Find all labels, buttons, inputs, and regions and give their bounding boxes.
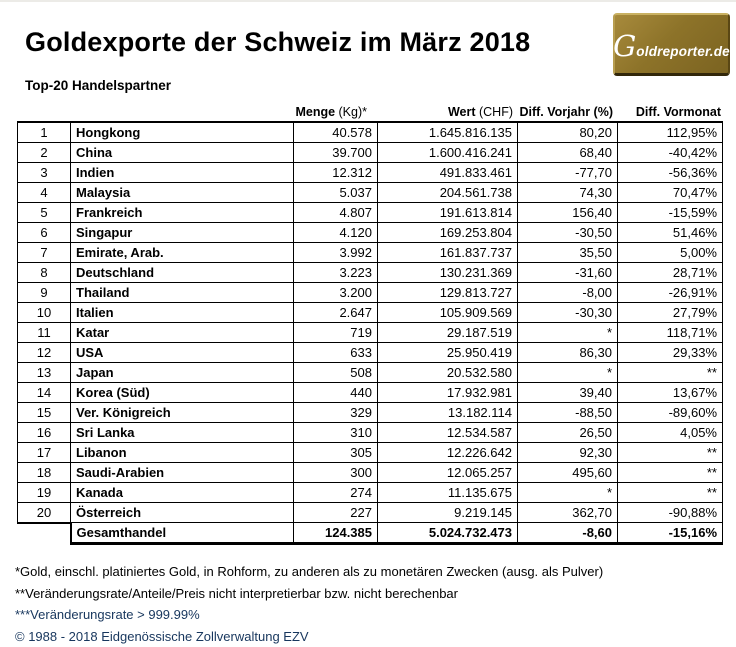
rank-cell: 12 <box>18 342 71 362</box>
vorjahr-cell: -8,00 <box>518 282 618 302</box>
rank-cell: 9 <box>18 282 71 302</box>
page-title: Goldexporte der Schweiz im März 2018 <box>25 27 531 57</box>
menge-cell: 4.120 <box>294 222 378 242</box>
vormonat-cell: 29,33% <box>618 342 723 362</box>
total-menge-cell: 124.385 <box>294 523 378 544</box>
country-cell: Ver. Königreich <box>71 402 294 422</box>
vormonat-cell: 28,71% <box>618 262 723 282</box>
table-row <box>18 242 723 262</box>
country-cell: Malaysia <box>71 182 294 202</box>
menge-cell: 274 <box>294 482 378 502</box>
wert-cell: 25.950.419 <box>378 342 518 362</box>
country-cell: Saudi-Arabien <box>71 462 294 482</box>
vorjahr-cell: -31,60 <box>518 262 618 282</box>
menge-cell: 3.223 <box>294 262 378 282</box>
wert-cell: 12.534.587 <box>378 422 518 442</box>
rank-cell: 17 <box>18 442 71 462</box>
vorjahr-cell: 74,30 <box>518 182 618 202</box>
total-label-cell: Gesamthandel <box>71 523 294 544</box>
table-row <box>18 202 723 222</box>
menge-cell: 12.312 <box>294 162 378 182</box>
vormonat-cell: -15,59% <box>618 202 723 222</box>
country-cell: Frankreich <box>71 202 294 222</box>
table-row <box>18 302 723 322</box>
column-header-diff-vorjahr: Diff. Vorjahr (%) <box>519 104 613 119</box>
rank-cell: 13 <box>18 362 71 382</box>
vorjahr-cell: -88,50 <box>518 402 618 422</box>
vorjahr-cell: 362,70 <box>518 502 618 523</box>
footnote: *Gold, einschl. platiniertes Gold, in Rohform, zu anderen als zu monetären Zwecken (ausg. als Pulver) <box>15 564 604 580</box>
menge-cell: 40.578 <box>294 122 378 143</box>
country-cell: Korea (Süd) <box>71 382 294 402</box>
total-wert-cell: 5.024.732.473 <box>378 523 518 544</box>
vormonat-cell: 13,67% <box>618 382 723 402</box>
country-cell: Katar <box>71 322 294 342</box>
column-header-wert: Wert (CHF) <box>447 104 513 119</box>
country-cell: Österreich <box>71 502 294 523</box>
vorjahr-cell: 495,60 <box>518 462 618 482</box>
menge-cell: 300 <box>294 462 378 482</box>
wert-cell: 20.532.580 <box>378 362 518 382</box>
country-cell: Emirate, Arab. <box>71 242 294 262</box>
vormonat-cell: -56,36% <box>618 162 723 182</box>
vormonat-cell: 4,05% <box>618 422 723 442</box>
table-row <box>18 342 723 362</box>
vormonat-cell: -26,91% <box>618 282 723 302</box>
wert-cell: 17.932.981 <box>378 382 518 402</box>
total-row <box>18 523 723 544</box>
subtitle: Top-20 Handelspartner <box>25 77 172 93</box>
wert-cell: 191.613.814 <box>378 202 518 222</box>
vorjahr-cell: 26,50 <box>518 422 618 442</box>
partners-table <box>17 121 723 546</box>
rank-cell: 14 <box>18 382 71 402</box>
country-cell: Kanada <box>71 482 294 502</box>
rank-cell: 11 <box>18 322 71 342</box>
rank-cell: 16 <box>18 422 71 442</box>
table-row <box>18 442 723 462</box>
country-cell: Sri Lanka <box>71 422 294 442</box>
table-row <box>18 322 723 342</box>
menge-cell: 2.647 <box>294 302 378 322</box>
vorjahr-cell: -30,50 <box>518 222 618 242</box>
goldreporter-logo <box>613 13 730 76</box>
wert-cell: 169.253.804 <box>378 222 518 242</box>
vormonat-cell: 70,47% <box>618 182 723 202</box>
wert-cell: 129.813.727 <box>378 282 518 302</box>
column-header-menge: Menge (Kg)* <box>295 104 367 119</box>
country-cell: USA <box>71 342 294 362</box>
footnote: © 1988 - 2018 Eidgenössische Zollverwaltung EZV <box>15 628 309 644</box>
table-row <box>18 422 723 442</box>
table-row <box>18 142 723 162</box>
wert-cell: 491.833.461 <box>378 162 518 182</box>
menge-cell: 633 <box>294 342 378 362</box>
menge-cell: 3.200 <box>294 282 378 302</box>
table-row <box>18 462 723 482</box>
country-cell: Japan <box>71 362 294 382</box>
wert-cell: 204.561.738 <box>378 182 518 202</box>
footnote: ***Veränderungsrate > 999.99% <box>15 607 200 623</box>
rank-cell: 15 <box>18 402 71 422</box>
rank-cell: 8 <box>18 262 71 282</box>
rank-cell: 3 <box>18 162 71 182</box>
rank-cell: 19 <box>18 482 71 502</box>
vormonat-cell: 118,71% <box>618 322 723 342</box>
rank-cell: 20 <box>18 502 71 523</box>
wert-cell: 1.645.816.135 <box>378 122 518 143</box>
table-row <box>18 262 723 282</box>
logo-initial: G <box>613 29 637 63</box>
table-row <box>18 382 723 402</box>
table-row <box>18 182 723 202</box>
vormonat-cell: 5,00% <box>618 242 723 262</box>
vormonat-cell: 51,46% <box>618 222 723 242</box>
country-cell: Singapur <box>71 222 294 242</box>
vormonat-cell: -90,88% <box>618 502 723 523</box>
menge-cell: 440 <box>294 382 378 402</box>
menge-cell: 39.700 <box>294 142 378 162</box>
rank-cell: 2 <box>18 142 71 162</box>
vorjahr-cell: * <box>518 322 618 342</box>
vormonat-cell: 112,95% <box>618 122 723 143</box>
wert-cell: 12.226.642 <box>378 442 518 462</box>
wert-cell: 105.909.569 <box>378 302 518 322</box>
vormonat-cell: 27,79% <box>618 302 723 322</box>
table-row <box>18 502 723 523</box>
vormonat-cell: ** <box>618 362 723 382</box>
table-row <box>18 282 723 302</box>
menge-cell: 508 <box>294 362 378 382</box>
menge-cell: 305 <box>294 442 378 462</box>
footnote: **Veränderungsrate/Anteile/Preis nicht interpretierbar bzw. nicht berechenbar <box>15 585 458 601</box>
partners-table-body <box>18 122 723 544</box>
total-row-spacer-cell <box>18 523 71 544</box>
wert-cell: 130.231.369 <box>378 262 518 282</box>
vorjahr-cell: -77,70 <box>518 162 618 182</box>
vorjahr-cell: 156,40 <box>518 202 618 222</box>
wert-cell: 1.600.416.241 <box>378 142 518 162</box>
table-row <box>18 222 723 242</box>
wert-cell: 9.219.145 <box>378 502 518 523</box>
total-vormonat-cell: -15,16% <box>618 523 723 544</box>
table-row <box>18 122 723 143</box>
total-vorjahr-cell: -8,60 <box>518 523 618 544</box>
rank-cell: 7 <box>18 242 71 262</box>
menge-cell: 329 <box>294 402 378 422</box>
vorjahr-cell: 92,30 <box>518 442 618 462</box>
country-cell: Libanon <box>71 442 294 462</box>
menge-cell: 310 <box>294 422 378 442</box>
country-cell: Indien <box>71 162 294 182</box>
rank-cell: 18 <box>18 462 71 482</box>
vormonat-cell: -40,42% <box>618 142 723 162</box>
country-cell: Thailand <box>71 282 294 302</box>
rank-cell: 10 <box>18 302 71 322</box>
vorjahr-cell: 86,30 <box>518 342 618 362</box>
menge-cell: 3.992 <box>294 242 378 262</box>
rank-cell: 4 <box>18 182 71 202</box>
rank-cell: 6 <box>18 222 71 242</box>
column-headers <box>17 102 722 119</box>
wert-cell: 11.135.675 <box>378 482 518 502</box>
menge-cell: 4.807 <box>294 202 378 222</box>
country-cell: China <box>71 142 294 162</box>
logo-text: oldreporter.de <box>636 44 730 59</box>
menge-cell: 719 <box>294 322 378 342</box>
table-row <box>18 402 723 422</box>
vorjahr-cell: * <box>518 482 618 502</box>
country-cell: Deutschland <box>71 262 294 282</box>
table-row <box>18 362 723 382</box>
footnotes <box>15 561 736 647</box>
table-row <box>18 162 723 182</box>
column-header-diff-vormonat: Diff. Vormonat <box>635 104 721 119</box>
vorjahr-cell: 35,50 <box>518 242 618 262</box>
vorjahr-cell: 80,20 <box>518 122 618 143</box>
country-cell: Hongkong <box>71 122 294 143</box>
vorjahr-cell: 68,40 <box>518 142 618 162</box>
rank-cell: 1 <box>18 122 71 143</box>
vormonat-cell: ** <box>618 482 723 502</box>
vormonat-cell: ** <box>618 442 723 462</box>
vormonat-cell: ** <box>618 462 723 482</box>
wert-cell: 29.187.519 <box>378 322 518 342</box>
country-cell: Italien <box>71 302 294 322</box>
vorjahr-cell: 39,40 <box>518 382 618 402</box>
wert-cell: 12.065.257 <box>378 462 518 482</box>
vorjahr-cell: * <box>518 362 618 382</box>
vormonat-cell: -89,60% <box>618 402 723 422</box>
rank-cell: 5 <box>18 202 71 222</box>
table-row <box>18 482 723 502</box>
wert-cell: 13.182.114 <box>378 402 518 422</box>
wert-cell: 161.837.737 <box>378 242 518 262</box>
menge-cell: 5.037 <box>294 182 378 202</box>
menge-cell: 227 <box>294 502 378 523</box>
vorjahr-cell: -30,30 <box>518 302 618 322</box>
